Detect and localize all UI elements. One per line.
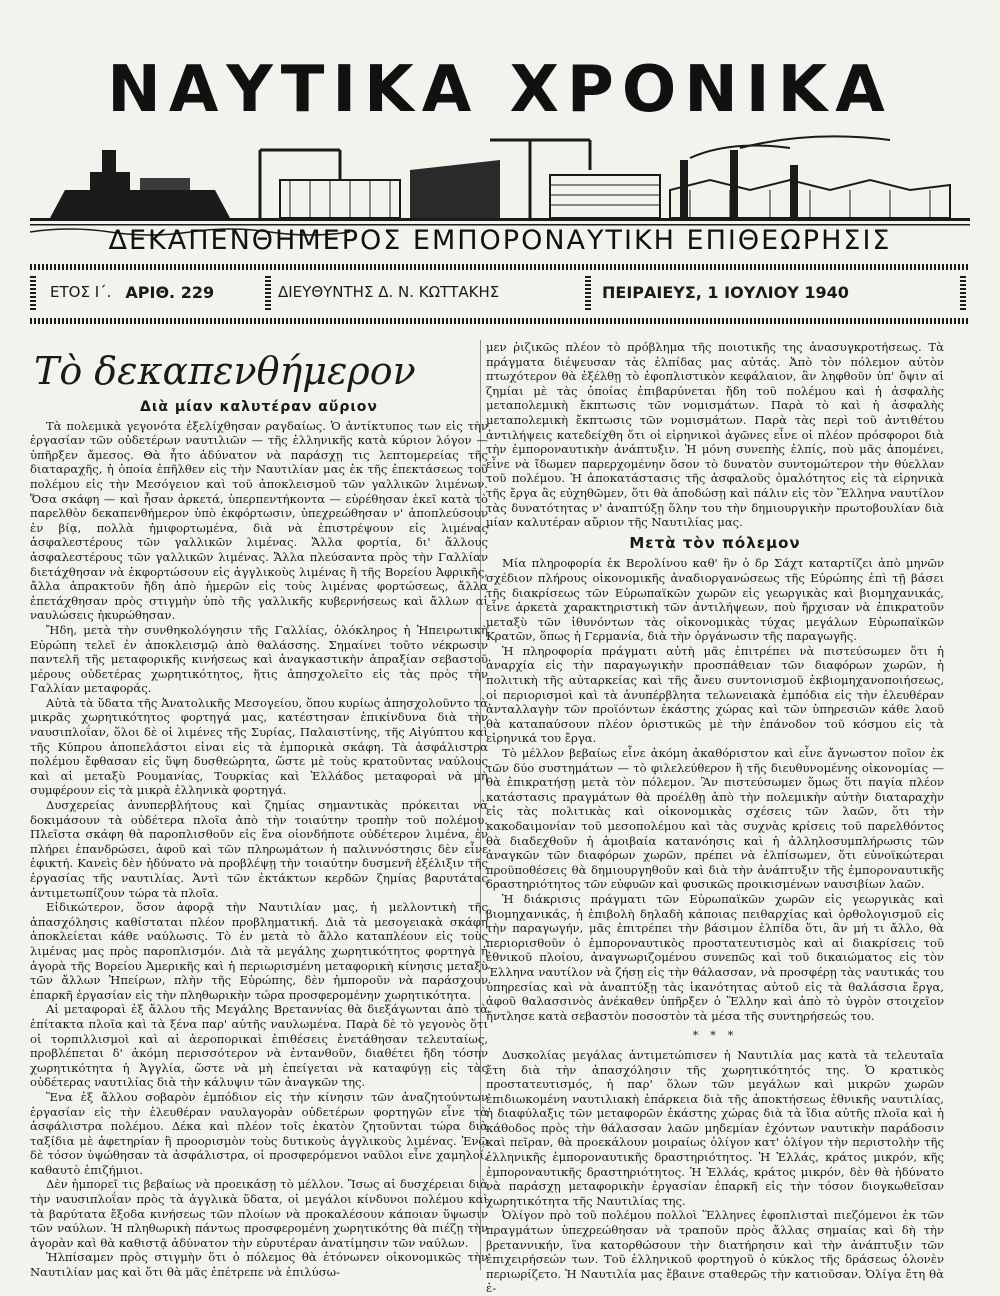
paragraph: Δυσχερείας ἀνυπερβλήτους καὶ ζημίας σημαντικὰς πρόκειται νὰ δοκιμάσουν τὰ οὐδέτερα πλοῖα ἀπὸ τὴν τοιαύτην τροπὴν τοῦ πολέμου. Πλεῖστα σκάφη θὰ παροπλισθοῦν εἰς ἕνα οἱονδήποτε οὐδέτερον λιμένα, ἐν πλήρει ἐπανδρώσει, ἀφοῦ καὶ τῶν πληρωμάτων ἡ παλιννόστησις δὲν εἶνε ἐφικτή. Κανεὶς δὲν ἠδύνατο νὰ προβλέψῃ τὴν τοιαύτην δυσμενῆ ἐξέλιξιν τῆς ἐργασίας τῆς ναυτιλίας. Ἀντὶ τῶν ἐκτάκτων κερδῶν ζημίας βαρυτάτας ἀντιμετωπίζουν τώρα τὰ πλοῖα. <box>30 798 488 900</box>
paragraph: μεν ῥιζικῶς πλέον τὸ πρόβλημα τῆς ποιοτικῆς της ἀνασυγκροτήσεως. Τὰ πράγματα διέψευσαν τὰς ἐλπίδας μας αὐτάς. Ἀπὸ τὸν πόλεμον αὐτὸν πτωχότερον θὰ ἐξέλθῃ τὸ ἐφοπλιστικὸν κεφάλαιον, ἂν ληφθοῦν ὑπ' ὄψιν αἱ ζημίαι μὲ τὰς ὁποίας ἐπιβαρύνεται ἤδη τοῦ πολέμου καὶ ἡ ἀσφαλὴς μεταπολεμικὴ ἔκπτωσις τῶν νομισμάτων. Παρὰ τὸ καὶ ἡ ἀσφαλὴς μεταπολεμικὴ ἔκπτωσις τῶν νομισμάτων. Παρὰ τὰς περὶ τοῦ ἀντιθέτου ἀντιλήψεις κατεδείχθη ὅτι οἱ εἰρηνικοὶ ἀγῶνες εἶνε οἱ πλέον πρόσφοροι διὰ τὴν ἐμποροναυτικὴν ἀνάπτυξιν. Ἡ μόνη συνεπὴς ἐλπίς, ποὺ μᾶς ἀπομένει, εἶνε νὰ ἴδωμεν παρερχομένην ὅσον τὸ δυνατὸν συντομώτερον τὴν θύελλαν τοῦ πολέμου. Ἡ ἀποκατάστασις τῆς ἀσφαλοῦς ὁμαλότητος εἰς τὰ εἰρηνικὰ τῆς ἔργα ἂς εὐχηθῶμεν, ὅτι θὰ ἀποδώσῃ καὶ πάλιν εἰς τὸν Ἕλληνα ναυτίλον τὰς δυνατότητας ν' ἀναπτύξῃ ὅλην του τὴν δημιουργικὴν πρωτοβουλίαν διὰ μίαν καλυτέραν αὔριον τῆς Ναυτιλίας μας. <box>486 340 944 530</box>
paragraph: Ὀλίγον πρὸ τοῦ πολέμου πολλοὶ Ἕλληνες ἐφοπλισταὶ πιεζόμενοι ἐκ τῶν πραγμάτων ὑπεχρεώθησαν νὰ τραποῦν πρὸς ἄλλας σημαίας καὶ δὴ τὴν βρεταννικήν, ἵνα κατορθώσουν τὴν διατήρησιν καὶ τὴν ἀνάπτυξιν τῶν ἐπιχειρήσεών των. Τοῦ ἑλληνικοῦ φορτηγοῦ ὁ κύκλος τῆς δράσεως ὁλονὲν περιωρίζετο. Ἡ Ναυτιλία μας ἔβαινε σταθερῶς τὴν κατιοῦσαν. Ὀλίγα ἔτη θὰ ἐ- <box>486 1208 944 1296</box>
paragraph: Ἕνα ἐξ ἄλλου σοβαρὸν ἐμπόδιον εἰς τὴν κίνησιν τῶν ἀναζητούντων ἐργασίαν εἰς τὴν ἐλευθέραν ναυλαγορὰν οὐδετέρων φορτηγῶν εἶνε τὰ ἀσφάλιστρα πολέμου. Δέκα καὶ πλέον τοῖς ἑκατὸν ζητοῦνται τώρα διὰ ταξίδια μὲ ἀφετηρίαν ἢ προορισμὸν τοὺς δυτικοὺς ἀγγλικοὺς λιμένας. Ἐνῷ δὲ τόσον ὑψώθησαν τὰ ἀσφάλιστρα, οἱ προσφερόμενοι ναῦλοι εἶνε χαμηλοί, καθαυτὸ ἐπιζήμιοι. <box>30 1089 488 1177</box>
right-column <box>486 340 944 1296</box>
section-separator: * * * <box>692 1028 738 1043</box>
paragraph: Δὲν ἠμπορεῖ τις βεβαίως νὰ προεικάσῃ τὸ μέλλον. Ἴσως αἱ δυσχέρειαι διὰ τὴν ναυσιπλοΐαν πρὸς τὰ ἀγγλικὰ ὕδατα, οἱ μεγάλοι κίνδυνοι πολέμου καὶ τὰ βαρύτατα ἔξοδα κινήσεως τῶν πλοίων νὰ προκαλέσουν κάποιαν ὕψωσιν τῶν ναύλων. Ἡ πληθωρικὴ πάντως προσφερομένη χωρητικότης θὰ πιέζῃ τὴν ἀγορὰν καὶ θὰ καθιστᾷ ἀδύνατον τὴν εὐρυτέραν ἀνατίμησιν τῶν ναύλων. <box>30 1177 488 1250</box>
paragraph: Ἡ πληροφορία πράγματι αὐτὴ μᾶς ἐπιτρέπει νὰ πιστεύσωμεν ὅτι ἡ ἀναρχία εἰς τὴν παραγωγικὴν προσπάθειαν τῶν διαφόρων χωρῶν, ἡ πολιτικὴ τῆς αὐταρκείας καὶ τῆς ἄνευ συντονισμοῦ ἐκβιομηχανοποιήσεως, οἱ περιορισμοὶ καὶ τὰ ἀνυπέρβλητα τελωνειακὰ ἐμπόδια εἰς τὴν ἐλευθέραν ἀνταλλαγὴν τῶν προϊόντων ἑκάστης χώρας καὶ τῶν ὑπηρεσιῶν κάθε λαοῦ θὰ καταπαύσουν πλέον ὁριστικῶς μὲ τὴν ἐπάνοδον τοῦ κόσμου εἰς τὰ εἰρηνικά του ἔργα. <box>486 643 944 746</box>
top-rule <box>30 264 970 270</box>
section-title: Τὸ δεκαπενθήμερον <box>34 349 416 393</box>
paragraph: Δυσκολίας μεγάλας ἀντιμετώπισεν ἡ Ναυτιλία μας κατὰ τὰ τελευταῖα ἔτη διὰ τὴν ἀπασχόλησιν τῆς χωρητικότητός της. Ὁ κρατικὸς προστατευτισμός, ἡ παρ' ὅλων τῶν μεγάλων καὶ μικρῶν χωρῶν ἐπιδιωκομένη ναυτιλιακὴ ἐπάρκεια διὰ τῆς ἀποκτήσεως ἐθνικῆς ναυτιλίας, ἡ διαφύλαξις τῶν μεταφορῶν ἑκάστης χώρας διὰ τὰ ἴδια αὐτῆς πλοῖα καὶ ἡ κάθοδος πρὸς τὴν θάλασσαν λαῶν μηδεμίαν ἐχόντων ναυτικὴν παράδοσιν καὶ πεῖραν, θὰ προεκάλουν μοιραίως ὀλίγον κατ' ὀλίγον τὴν περιστολὴν τῆς ἑλληνικῆς ἐμποροναυτικῆς δραστηριότητος. Ἡ Ἑλλάς, κράτος μικρόν, κῆς ἐμποροναυτικῆς δραστηριότητος. Ἡ Ἑλλάς, κράτος μικρόν, δὲν θὰ ἠδύνατο νὰ παράσχῃ μεταφορικὴν ἐργασίαν ἐπαρκῆ εἰς τὴν τόσον διογκωθεῖσαν χωρητικότητα τῆς Ναυτιλίας της. <box>486 1047 944 1208</box>
issue-year-number <box>50 272 270 312</box>
issue-separator <box>960 274 966 310</box>
bottom-rule <box>30 318 970 324</box>
paragraph: Αὐτὰ τὰ ὕδατα τῆς Ἀνατολικῆς Μεσογείου, ὅπου κυρίως ἀπησχολοῦντο τὰ μικρᾶς χωρητικότητος φορτηγά μας, κατέστησαν ἐπικίνδυνα διὰ τὴν ναυσιπλοΐαν, ὅλοι δὲ οἱ λιμένες τῆς Συρίας, Παλαιστίνης, τῆς Αἰγύπτου καὶ τῆς Κύπρου ἀποπελάστοι εἰναι εἰς τὰ ἐμπορικὰ σκάφη. Τὰ ἀσφάλιστρα πολέμου ἔφθασαν εἰς ὕψη δυσθεώρητα, ὥστε μὲ τοὺς κρατοῦντας ναύλους καὶ αἱ μεταξὺ Ρουμανίας, Τουρκίας καὶ Ἑλλάδος μεταφοραὶ νὰ μὴ συμφέρουν εἰς τὰ μικρὰ ἑλληνικὰ φορτηγά. <box>30 695 488 798</box>
issue-info-row <box>30 272 970 312</box>
left-column <box>30 340 488 1280</box>
paragraph: Αἱ μεταφοραὶ ἐξ ἄλλου τῆς Μεγάλης Βρεταννίας θὰ διεξάγωνται ἀπὸ τὰ ἐπίτακτα πλοῖα καὶ τὰ ξένα παρ' αὐτῆς ναυλωμένα. Παρὰ δὲ τὸ γεγονὸς ὅτι οἱ τορπιλλισμοὶ καὶ αἱ ἀεροπορικαὶ ἐπιθέσεις ἐνετάθησαν τελευταίως, προβλέπεται δ' ἀκόμη περισσότερον νὰ ἐντανθοῦν, διαθέτει ἤδη τόσην χωρητικότητα ἡ Ἀγγλία, ὥστε νὰ μὴ ἐπείγεται νὰ καταφύγῃ εἰς τὰς οὐδέτερας ναυτιλίας διὰ τὴν κάλυψιν τῶν ἀναγκῶν της. <box>30 1002 488 1090</box>
paragraph: Ἡ διάκρισις πράγματι τῶν Εὐρωπαϊκῶν χωρῶν εἰς γεωργικὰς καὶ βιομηχανικάς, ἡ ἐπιβολὴ δηλαδὴ κάποιας πειθαρχίας καὶ ὀρθολογισμοῦ εἰς τὴν παραγωγήν, μᾶς ἐπιτρέπει τὴν βάσιμον ἐλπίδα ὅτι, ἂν μή τι ἄλλο, θὰ περιορισθοῦν ὁ ἐμποροναυτικὸς προστατευτισμὸς καὶ αἱ διακρίσεις τοῦ ἐθνικοῦ πλοίου, ἀναγνωριζομένου συνεπῶς καὶ τοῦ δικαιώματος εἰς τὸν Ἕλληνα ναυτίλον νὰ ζήσῃ εἰς τὴν θάλασσαν, νὰ προσφέρῃ τὰς ναυτικάς του ὑπηρεσίας καὶ νὰ ἀναπτύξῃ τὰς ἱκανότητας αὐτοῦ εἰς τὰ θαλάσσια ἔργα, ἀφοῦ θαλασσινὸς ἀνέκαθεν ὑπῆρξεν ὁ Ἕλλην καὶ ἀπὸ τὸ ὑγρὸν στοιχεῖον ἤντλησε κατὰ σεβαστὸν ποσοστὸν τὰ μέσα τῆς συντηρήσεώς του. <box>486 891 944 1023</box>
issue-director: ΔΙΕΥΘΥΝΤΗΣ Δ. Ν. ΚΩΤΤΑΚΗΣ <box>278 283 500 301</box>
issue-year: ΕΤΟΣ Ι΄. <box>50 283 112 301</box>
paragraph: Εἰδικώτερον, ὅσον ἀφορᾷ τὴν Ναυτιλίαν μας, ἡ μελλοντικὴ τῆς ἀπασχόλησις καθίσταται πλέον προβληματική. Διὰ τὰ μεσογειακὰ σκάφη ἀποκλείεται κάθε ναύλωσις. Τὸ ἐν μετὰ τὸ ἄλλο καταπλέουν εἰς τοὺς λιμένας μας πρὸς παροπλισμόν. Διὰ τὰ μεγάλης χωρητικότητος φορτηγὰ ἡ ἀγορὰ τῆς Βορείου Ἀμερικῆς καὶ ἡ περιωρισμένη μεταφορικὴ κίνησις μεταξὺ τῶν ἄλλων Ἠπείρων, πλὴν τῆς Εὐρώπης, δὲν ἠμποροῦν νὰ παράσχουν ἐπαρκῆ ἐργασίαν εἰς τὴν πληθωρικὴν τώρα προσφερομένην χωρητικότητα. <box>30 900 488 1002</box>
issue-separator <box>30 274 36 310</box>
paragraph: Τὰ πολεμικὰ γεγονότα ἐξελίχθησαν ραγδαίως. Ὁ ἀντίκτυπος των εἰς τὴν ἐργασίαν τῶν οὐδετέρων ναυτιλιῶν — τῆς ἑλληνικῆς κατὰ κύριον λόγον — ὑπῆρξεν ἄμεσος. Θὰ ἦτο ἀδύνατον νὰ παράσχῃ τις λεπτομερείας τῆς διαταραχῆς, ἡ ὁποία ἐπῆλθεν εἰς τὴν Ναυτιλίαν μας ἐκ τῆς ἐπεκτάσεως τοῦ πολέμου εἰς τὴν Μεσόγειον καὶ τοῦ ἀποκλεισμοῦ τῶν γαλλικῶν λιμένων. Ὅσα σκάφη — καὶ ἦσαν ἀρκετά, ὑπερπεντήκοντα — εὑρέθησαν ἐκεῖ κατὰ τὸ παρελθὸν δεκαπενθήμερον ὑπὸ ἐκφόρτωσιν, ὑπεχρεώθησαν ν' ἀποπλεύσουν ἐν βίᾳ, πολλὰ ἡμιφορτωμένα, διὰ νὰ ἐπιστρέψουν εἰς λιμένας ἀσφαλεστέρους τῶν γαλλικῶν λιμένας. Ἄλλα φορτία, δι' ἄλλους ἀσφαλεστέρους τῶν γαλλικῶν λιμένας. Ἄλλα πλεύσαντα πρὸς τὴν Γαλλίαν διετάχθησαν νὰ ἐκφορτώσουν εἰς ἀγγλικοὺς λιμένας ἢ τῆς Βορείου Ἀφρικῆς, ἄλλα ἀπρακτοῦν ἤδη ἀπὸ ἡμερῶν εἰς τοὺς λιμένας φορτώσεως, ἄλλα ἐπετάχθησαν πρὸς στιγμὴν ὑπὸ τῆς γαλλικῆς κυβερνήσεως καὶ ἄλλων αἱ ναυλώσεις ἠκυρώθησαν. <box>30 418 488 623</box>
paragraph: Ἠλπίσαμεν πρὸς στιγμὴν ὅτι ὁ πόλεμος θὰ ἐτόνωνεν οἰκονομικῶς τὴν Ναυτιλίαν μας καὶ ὅτι θὰ μᾶς ἐπέτρεπε νὰ ἐπιλύσω- <box>30 1250 488 1280</box>
section-subheading: Διὰ μίαν καλυτέραν αὔριον <box>140 399 378 415</box>
newspaper-subtitle: ΔΕΚΑΠΕΝΘΗΜΕΡΟΣ ΕΜΠΟΡΟΝΑΥΤΙΚΗ ΕΠΙΘΕΩΡΗΣΙΣ <box>108 225 892 256</box>
issue-number: ΑΡΙΘ. 229 <box>125 282 215 302</box>
issue-place-date: ΠΕΙΡΑΙΕΥΣ, 1 ΙΟΥΛΙΟΥ 1940 <box>602 282 849 302</box>
paragraph: Ἤδη, μετὰ τὴν συνθηκολόγησιν τῆς Γαλλίας, ὁλόκληρος ἡ Ἠπειρωτικὴ Εὐρώπη τελεῖ ἐν ἀποκλεισμῷ ἀπὸ θαλάσσης. Σημαίνει τοῦτο νέκρωσιν παντελῆ τῆς μεταφορικῆς κινήσεως καὶ ἀναγκαστικὴν ἀπραξίαν σεβαστοῦ μέρους οὐδετέρας χωρητικότητος, ἥτις ἀπησχολεῖτο εἰς τὰς πρὸς τὴν Γαλλίαν μεταφοράς. <box>30 622 488 696</box>
issue-separator <box>585 274 591 310</box>
issue-separator <box>265 274 271 310</box>
newspaper-title: ΝΑΥΤΙΚΑ ΧΡΟΝΙΚΑ <box>107 53 893 127</box>
section-heading: Μετὰ τὸν πόλεμον <box>629 533 801 552</box>
paragraph: Τὸ μέλλον βεβαίως εἶνε ἀκόμη ἀκαθόριστον καὶ εἶνε ἄγνωστον ποῖον ἐκ τῶν δύο συστημάτων — τὸ φιλελεύθερον ἢ τῆς διευθυνομένης οἰκονομίας — θὰ ἐπικρατήσῃ μετὰ τὸν πόλεμον. Ἂν πιστεύσωμεν ὅμως ὅτι παγία πλέον κατάστασις πραγμάτων θὰ προέλθῃ ἀπὸ τὴν πολεμικὴν αὐτὴν διαταραχὴν εἰς τὰς πολιτικὰς καὶ οἰκονομικὰς σχέσεις τῶν λαῶν, ὅτι τὴν κακοδαιμονίαν τοῦ μεσοπολέμου καὶ τὰς συχνὰς κρίσεις τοῦ παρελθόντος θὰ διαδεχθοῦν ἡ ἀμοιβαία κατανόησις καὶ ἡ ἀλληλοσυμπλήρωσις τῶν ἀναγκῶν τῶν διαφόρων χωρῶν, πρέπει νὰ ἐλπίσωμεν, ὅτι εὐνοϊκώτεραι προϋποθέσεις θὰ δημιουργηθοῦν καὶ διὰ τὴν ἀνάπτυξιν τῆς ἐμποροναυτικῆς δραστηριότητος τῶν εὐφυῶν καὶ φυσικῶς προικισμένων ναυσιβίων λαῶν. <box>486 746 944 892</box>
paragraph: Μία πληροφορία ἐκ Βερολίνου καθ' ἣν ὁ δρ Σάχτ καταρτίζει ἀπὸ μηνῶν σχέδιον πλήρους οἰκονομικῆς ἀναδιοργανώσεως τῆς Εὐρώπης ἐπὶ τῇ βάσει τῆς διακρίσεως τῶν Εὐρωπαϊκῶν χωρῶν εἰς γεωργικὰς καὶ βιομηχανικάς, εἶνε ἀρκετὰ χαρακτηριστικὴ τῶν ἀντιλήψεων, ποὺ ἤρχισαν νὰ ἐπικρατοῦν μεταξὺ τῶν ἰθυνόντων τὰς οἰκονομικὰς τύχας μεγάλων Εὐρωπαϊκῶν Κρατῶν, ὅπως ἡ Γερμανία, διὰ τὴν ὀργάνωσιν τῆς παραγωγῆς. <box>486 556 944 644</box>
